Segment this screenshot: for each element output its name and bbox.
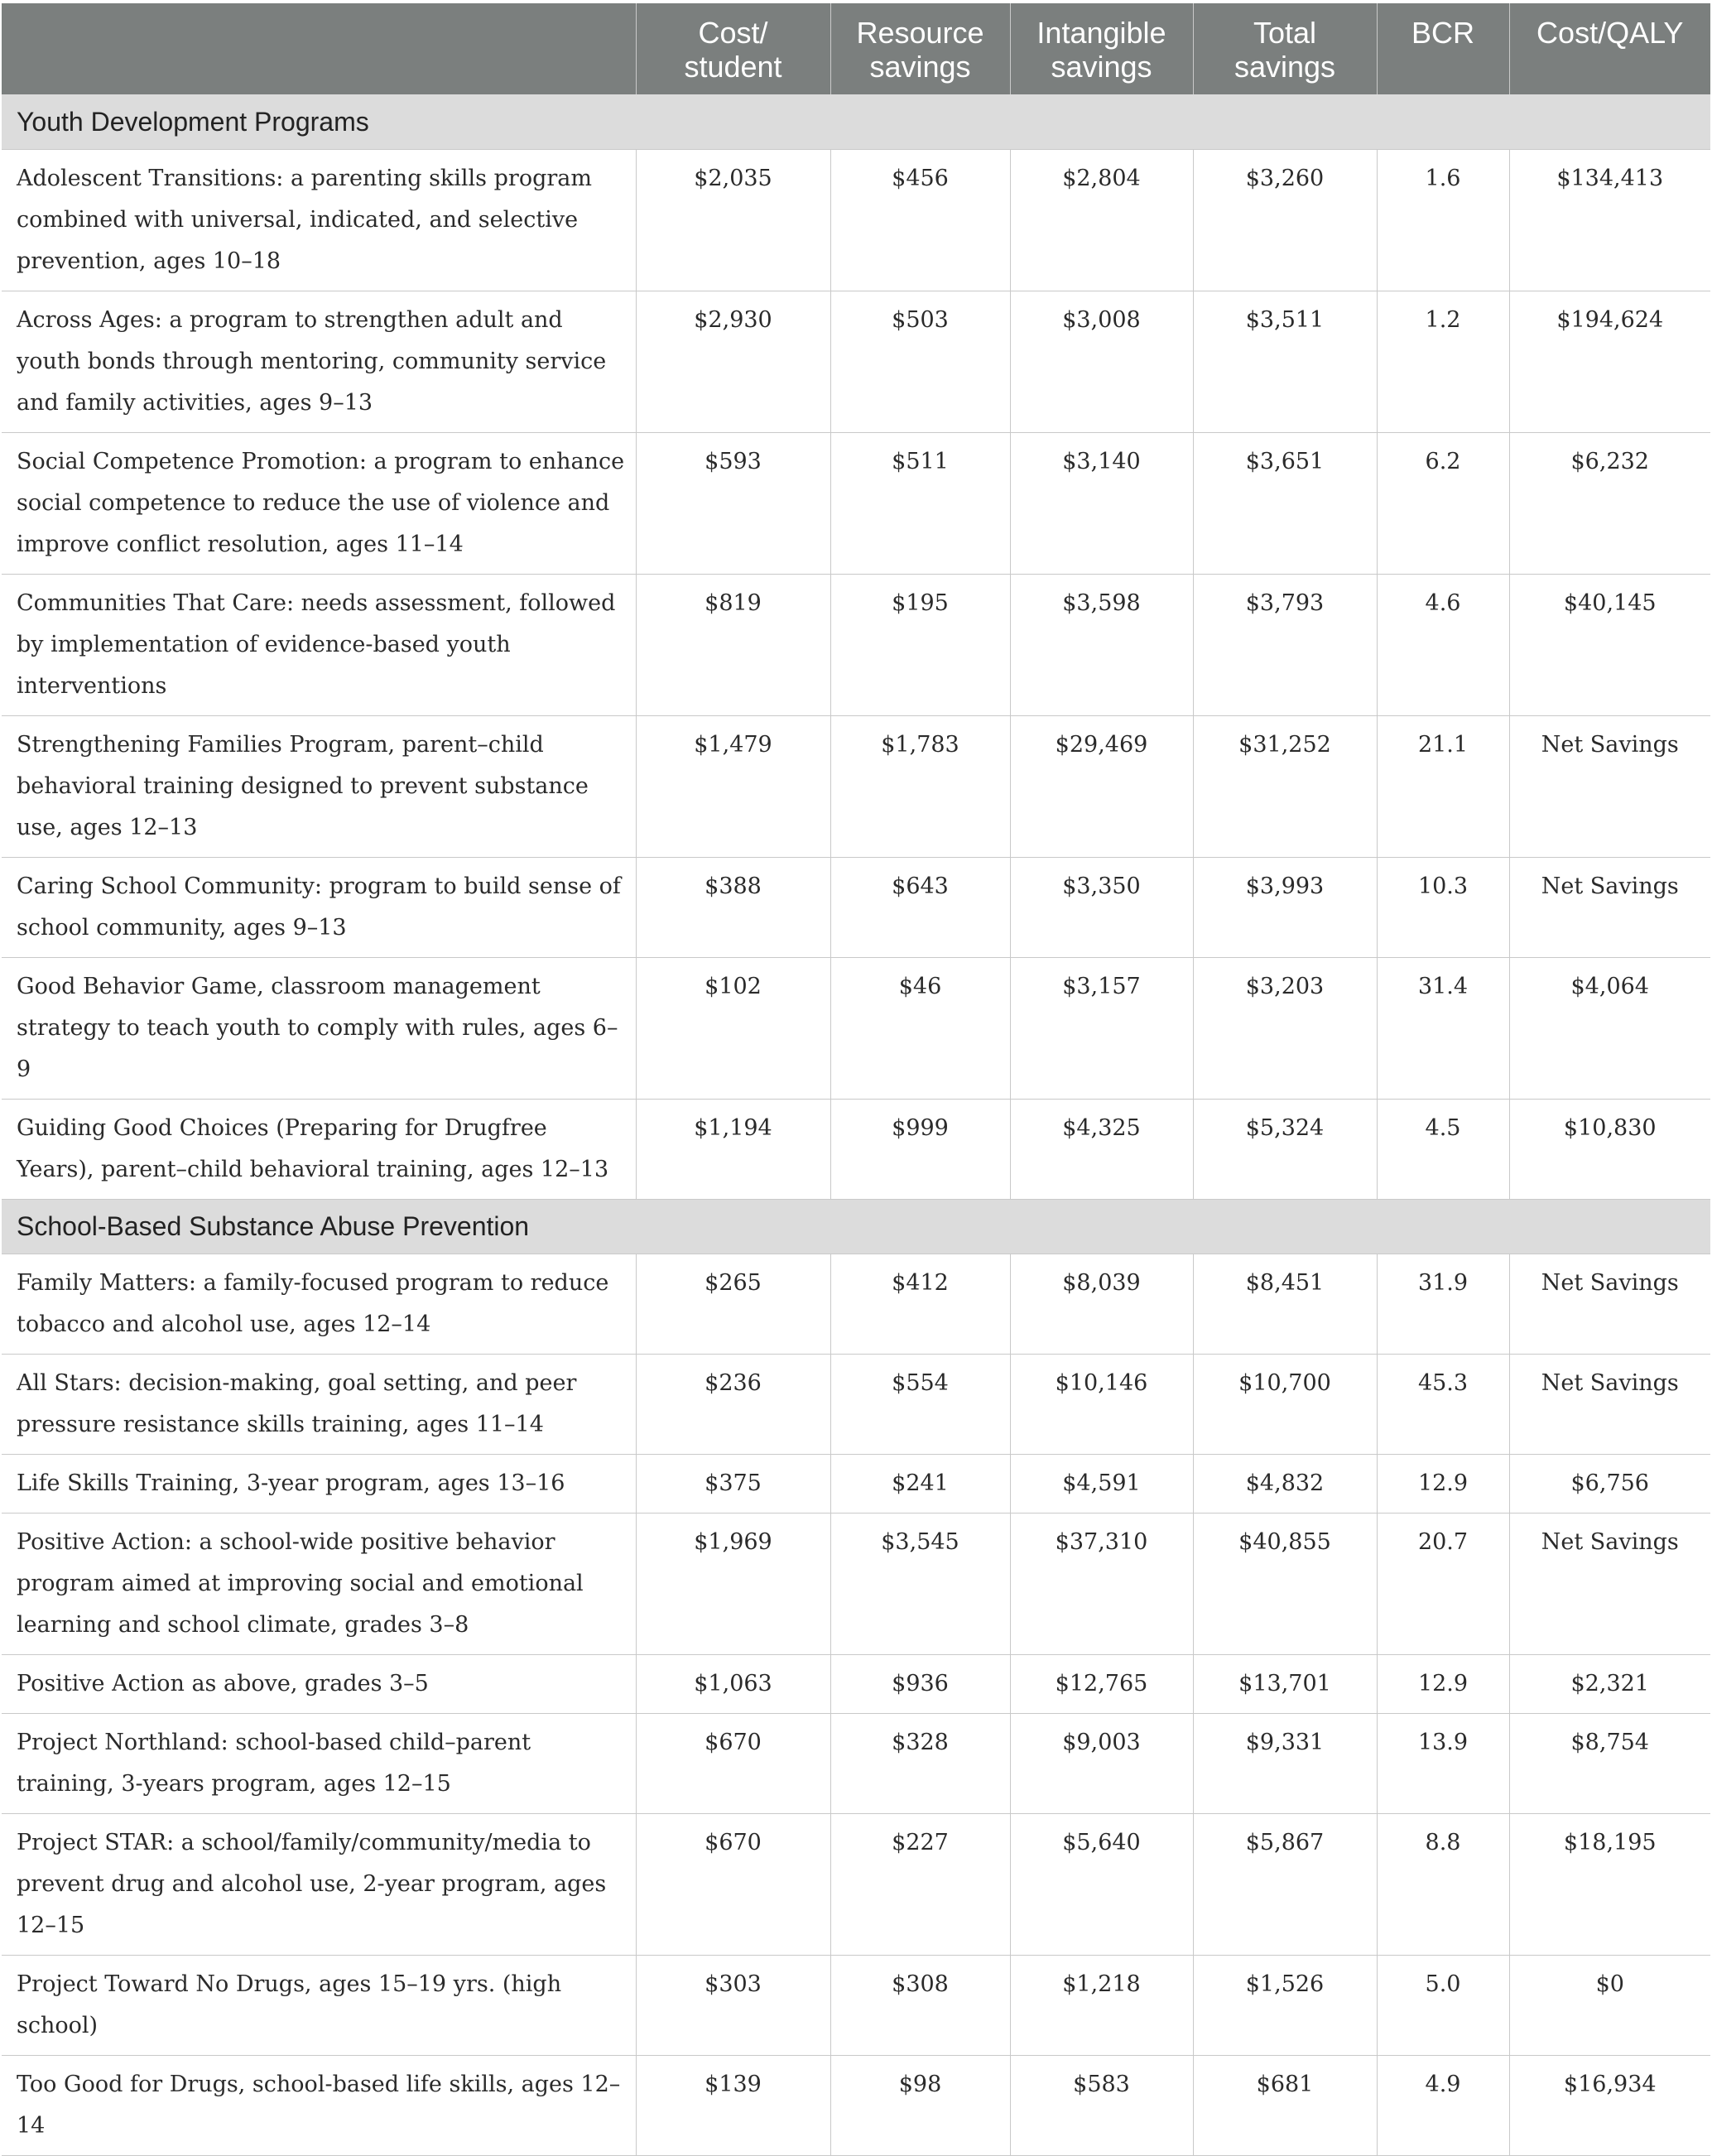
table-row xyxy=(2,291,1710,432)
total-cell: $8,451 xyxy=(1193,1254,1377,1354)
intangible-cell: $3,157 xyxy=(1010,957,1193,1099)
table-row xyxy=(2,2055,1710,2155)
total-cell: $5,867 xyxy=(1193,1813,1377,1955)
table-body xyxy=(2,94,1710,2155)
program-cell: Adolescent Transitions: a parenting skills program combined with universal, indicated, and selective prevention, ages 10–18 xyxy=(2,149,636,291)
qaly-cell: $8,754 xyxy=(1509,1713,1710,1813)
table-row xyxy=(2,1713,1710,1813)
program-cell: Too Good for Drugs, school-based life skills, ages 12–14 xyxy=(2,2055,636,2155)
total-cell: $4,832 xyxy=(1193,1454,1377,1513)
table-row xyxy=(2,574,1710,715)
bcr-cell: 13.9 xyxy=(1377,1713,1509,1813)
bcr-cell: 31.4 xyxy=(1377,957,1509,1099)
intangible-cell: $3,598 xyxy=(1010,574,1193,715)
program-cell: Social Competence Promotion: a program to enhance social competence to reduce the use of violence and improve conflict resolution, ages 11–14 xyxy=(2,432,636,574)
table-row xyxy=(2,857,1710,957)
table-row xyxy=(2,715,1710,857)
resource-cell: $1,783 xyxy=(830,715,1010,857)
program-cell: Project STAR: a school/family/community/media to prevent drug and alcohol use, 2-year program, ages 12–15 xyxy=(2,1813,636,1955)
resource-cell: $241 xyxy=(830,1454,1010,1513)
intangible-cell: $12,765 xyxy=(1010,1654,1193,1713)
program-cell: Life Skills Training, 3-year program, ages 13–16 xyxy=(2,1454,636,1513)
header-row xyxy=(2,3,1710,94)
qaly-cell: $40,145 xyxy=(1509,574,1710,715)
intangible-cell: $3,008 xyxy=(1010,291,1193,432)
total-cell: $3,260 xyxy=(1193,149,1377,291)
header-intangible-savings: Intangible savings xyxy=(1010,3,1193,94)
table-row xyxy=(2,1099,1710,1199)
resource-cell: $643 xyxy=(830,857,1010,957)
cost-cell: $593 xyxy=(636,432,830,574)
program-cell: Caring School Community: program to build sense of school community, ages 9–13 xyxy=(2,857,636,957)
program-cell: Positive Action: a school-wide positive behavior program aimed at improving social and emotional learning and school climate, grades 3–8 xyxy=(2,1513,636,1654)
table-row xyxy=(2,1454,1710,1513)
qaly-cell: Net Savings xyxy=(1509,715,1710,857)
program-cell: All Stars: decision-making, goal setting, and peer pressure resistance skills training, ages 11–14 xyxy=(2,1354,636,1454)
total-cell: $3,793 xyxy=(1193,574,1377,715)
cost-cell: $236 xyxy=(636,1354,830,1454)
bcr-cell: 4.5 xyxy=(1377,1099,1509,1199)
intangible-cell: $583 xyxy=(1010,2055,1193,2155)
cost-cell: $819 xyxy=(636,574,830,715)
cost-cell: $1,063 xyxy=(636,1654,830,1713)
bcr-cell: 4.9 xyxy=(1377,2055,1509,2155)
resource-cell: $46 xyxy=(830,957,1010,1099)
qaly-cell: $6,232 xyxy=(1509,432,1710,574)
total-cell: $10,700 xyxy=(1193,1354,1377,1454)
bcr-cell: 8.8 xyxy=(1377,1813,1509,1955)
bcr-cell: 20.7 xyxy=(1377,1513,1509,1654)
intangible-cell: $1,218 xyxy=(1010,1955,1193,2055)
resource-cell: $511 xyxy=(830,432,1010,574)
resource-cell: $98 xyxy=(830,2055,1010,2155)
cost-cell: $2,035 xyxy=(636,149,830,291)
total-cell: $13,701 xyxy=(1193,1654,1377,1713)
total-cell: $3,511 xyxy=(1193,291,1377,432)
intangible-cell: $10,146 xyxy=(1010,1354,1193,1454)
bcr-cell: 6.2 xyxy=(1377,432,1509,574)
qaly-cell: Net Savings xyxy=(1509,1254,1710,1354)
bcr-cell: 1.6 xyxy=(1377,149,1509,291)
qaly-cell: $6,756 xyxy=(1509,1454,1710,1513)
intangible-cell: $5,640 xyxy=(1010,1813,1193,1955)
total-cell: $3,993 xyxy=(1193,857,1377,957)
program-cell: Good Behavior Game, classroom management strategy to teach youth to comply with rules, ages 6–9 xyxy=(2,957,636,1099)
header-cost-per-qaly: Cost/QALY xyxy=(1509,3,1710,94)
total-cell: $1,526 xyxy=(1193,1955,1377,2055)
program-cell: Across Ages: a program to strengthen adult and youth bonds through mentoring, community service and family activities, ages 9–13 xyxy=(2,291,636,432)
qaly-cell: $16,934 xyxy=(1509,2055,1710,2155)
program-cell: Project Northland: school-based child–parent training, 3-years program, ages 12–15 xyxy=(2,1713,636,1813)
table-row xyxy=(2,1513,1710,1654)
intangible-cell: $3,350 xyxy=(1010,857,1193,957)
cost-cell: $670 xyxy=(636,1713,830,1813)
resource-cell: $328 xyxy=(830,1713,1010,1813)
section-row xyxy=(2,94,1710,149)
table-row xyxy=(2,1354,1710,1454)
intangible-cell: $4,591 xyxy=(1010,1454,1193,1513)
table-row xyxy=(2,149,1710,291)
section-row xyxy=(2,1199,1710,1254)
cost-cell: $139 xyxy=(636,2055,830,2155)
total-cell: $3,203 xyxy=(1193,957,1377,1099)
intangible-cell: $4,325 xyxy=(1010,1099,1193,1199)
resource-cell: $999 xyxy=(830,1099,1010,1199)
intangible-cell: $8,039 xyxy=(1010,1254,1193,1354)
header-total-savings: Total savings xyxy=(1193,3,1377,94)
qaly-cell: $134,413 xyxy=(1509,149,1710,291)
qaly-cell: $18,195 xyxy=(1509,1813,1710,1955)
table-row xyxy=(2,957,1710,1099)
qaly-cell: $4,064 xyxy=(1509,957,1710,1099)
resource-cell: $3,545 xyxy=(830,1513,1010,1654)
header-program xyxy=(2,3,636,94)
qaly-cell: $10,830 xyxy=(1509,1099,1710,1199)
bcr-cell: 4.6 xyxy=(1377,574,1509,715)
header-bcr: BCR xyxy=(1377,3,1509,94)
table-row xyxy=(2,1955,1710,2055)
table-row xyxy=(2,1813,1710,1955)
cost-cell: $388 xyxy=(636,857,830,957)
intangible-cell: $2,804 xyxy=(1010,149,1193,291)
program-cell: Family Matters: a family-focused program to reduce tobacco and alcohol use, ages 12–14 xyxy=(2,1254,636,1354)
resource-cell: $456 xyxy=(830,149,1010,291)
bcr-cell: 12.9 xyxy=(1377,1654,1509,1713)
bcr-cell: 5.0 xyxy=(1377,1955,1509,2055)
program-cell: Strengthening Families Program, parent–child behavioral training designed to prevent substance use, ages 12–13 xyxy=(2,715,636,857)
resource-cell: $503 xyxy=(830,291,1010,432)
qaly-cell: $194,624 xyxy=(1509,291,1710,432)
qaly-cell: $0 xyxy=(1509,1955,1710,2055)
cost-cell: $2,930 xyxy=(636,291,830,432)
bcr-cell: 10.3 xyxy=(1377,857,1509,957)
resource-cell: $412 xyxy=(830,1254,1010,1354)
program-cell: Positive Action as above, grades 3–5 xyxy=(2,1654,636,1713)
total-cell: $40,855 xyxy=(1193,1513,1377,1654)
total-cell: $3,651 xyxy=(1193,432,1377,574)
cost-cell: $1,969 xyxy=(636,1513,830,1654)
cost-cell: $670 xyxy=(636,1813,830,1955)
program-cell: Project Toward No Drugs, ages 15–19 yrs. (high school) xyxy=(2,1955,636,2055)
cost-cell: $265 xyxy=(636,1254,830,1354)
program-cell: Guiding Good Choices (Preparing for Drugfree Years), parent–child behavioral training, ages 12–13 xyxy=(2,1099,636,1199)
intangible-cell: $3,140 xyxy=(1010,432,1193,574)
bcr-cell: 45.3 xyxy=(1377,1354,1509,1454)
total-cell: $5,324 xyxy=(1193,1099,1377,1199)
resource-cell: $554 xyxy=(830,1354,1010,1454)
header-cost-per-student: Cost/ student xyxy=(636,3,830,94)
resource-cell: $195 xyxy=(830,574,1010,715)
resource-cell: $227 xyxy=(830,1813,1010,1955)
table-header xyxy=(2,3,1710,94)
qaly-cell: $2,321 xyxy=(1509,1654,1710,1713)
section-title: School-Based Substance Abuse Prevention xyxy=(2,1199,1710,1254)
cost-cell: $303 xyxy=(636,1955,830,2055)
cost-benefit-table xyxy=(2,3,1710,2156)
qaly-cell: Net Savings xyxy=(1509,1354,1710,1454)
program-cell: Communities That Care: needs assessment, followed by implementation of evidence-based youth interventions xyxy=(2,574,636,715)
qaly-cell: Net Savings xyxy=(1509,857,1710,957)
header-resource-savings: Resource savings xyxy=(830,3,1010,94)
cost-cell: $1,194 xyxy=(636,1099,830,1199)
cost-cell: $102 xyxy=(636,957,830,1099)
bcr-cell: 21.1 xyxy=(1377,715,1509,857)
section-title: Youth Development Programs xyxy=(2,94,1710,149)
resource-cell: $936 xyxy=(830,1654,1010,1713)
total-cell: $9,331 xyxy=(1193,1713,1377,1813)
intangible-cell: $9,003 xyxy=(1010,1713,1193,1813)
qaly-cell: Net Savings xyxy=(1509,1513,1710,1654)
total-cell: $681 xyxy=(1193,2055,1377,2155)
resource-cell: $308 xyxy=(830,1955,1010,2055)
table-row xyxy=(2,1254,1710,1354)
bcr-cell: 1.2 xyxy=(1377,291,1509,432)
cost-cell: $1,479 xyxy=(636,715,830,857)
table-row xyxy=(2,432,1710,574)
total-cell: $31,252 xyxy=(1193,715,1377,857)
table-row xyxy=(2,1654,1710,1713)
bcr-cell: 12.9 xyxy=(1377,1454,1509,1513)
bcr-cell: 31.9 xyxy=(1377,1254,1509,1354)
intangible-cell: $37,310 xyxy=(1010,1513,1193,1654)
intangible-cell: $29,469 xyxy=(1010,715,1193,857)
cost-cell: $375 xyxy=(636,1454,830,1513)
